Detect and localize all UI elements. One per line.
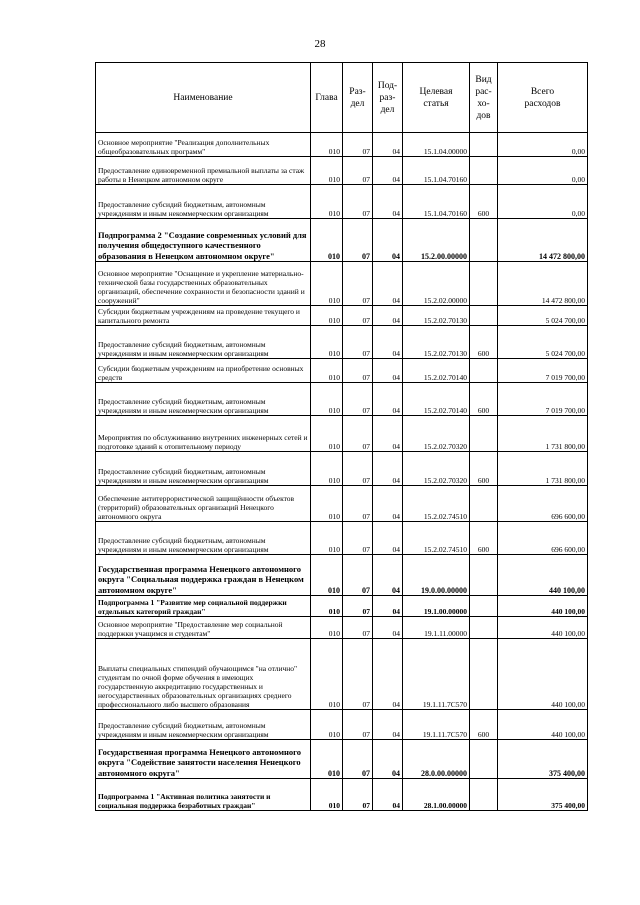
cell-article: 19.1.00.00000 [403,596,470,617]
cell-article: 15.2.02.74510 [403,486,470,522]
cell-podrazdel: 04 [373,219,403,262]
cell-total: 14 472 800,00 [498,262,588,306]
cell-total: 375 400,00 [498,740,588,779]
table-row [96,596,588,617]
cell-vid [470,740,498,779]
cell-vid [470,555,498,596]
header-name: Наименование [96,63,311,133]
cell-name: Предоставление субсидий бюджетным, автономным учреждениям и иным некоммерческим организациям [96,710,311,740]
cell-vid: 600 [470,452,498,486]
cell-name: Предоставление субсидий бюджетным, автономным учреждениям и иным некоммерческим организациям [96,326,311,359]
cell-glava: 010 [311,359,343,383]
cell-podrazdel: 04 [373,740,403,779]
cell-article: 15.1.04.70160 [403,185,470,219]
cell-total: 440 100,00 [498,555,588,596]
header-razdel: Раз- дел [343,63,373,133]
cell-name: Предоставление субсидий бюджетным, автономным учреждениям и иным некоммерческим организациям [96,522,311,555]
cell-total: 375 400,00 [498,779,588,811]
cell-podrazdel: 04 [373,596,403,617]
cell-vid [470,262,498,306]
cell-total: 1 731 800,00 [498,452,588,486]
cell-razdel: 07 [343,617,373,639]
cell-glava: 010 [311,596,343,617]
cell-name: Подпрограмма 2 "Создание современных условий для получения общедоступного качественного образования в Ненецком автономном округе" [96,219,311,262]
cell-razdel: 07 [343,133,373,157]
budget-table [95,62,588,811]
cell-vid [470,486,498,522]
table-row [96,710,588,740]
cell-article: 15.2.00.00000 [403,219,470,262]
table-row [96,452,588,486]
cell-razdel: 07 [343,639,373,710]
cell-razdel: 07 [343,185,373,219]
cell-vid [470,133,498,157]
table-body [96,133,588,811]
cell-total: 0,00 [498,157,588,185]
table-row [96,383,588,416]
page-number: 28 [314,38,326,50]
cell-podrazdel: 04 [373,359,403,383]
cell-total: 440 100,00 [498,617,588,639]
cell-glava: 010 [311,185,343,219]
cell-podrazdel: 04 [373,617,403,639]
cell-name: Предоставление субсидий бюджетным, автономным учреждениям и иным некоммерческим организациям [96,452,311,486]
cell-razdel: 07 [343,710,373,740]
table-row [96,740,588,779]
cell-article: 15.1.04.70160 [403,157,470,185]
cell-vid: 600 [470,185,498,219]
cell-name: Предоставление единовременной премиальной выплаты за стаж работы в Ненецком автономном округе [96,157,311,185]
cell-razdel: 07 [343,326,373,359]
table-header-row [96,63,588,133]
cell-vid [470,639,498,710]
cell-article: 19.1.11.7С570 [403,710,470,740]
cell-name: Государственная программа Ненецкого автономного округа "Содействие занятости населения Ненецкого автономного округа" [96,740,311,779]
cell-total: 696 600,00 [498,486,588,522]
cell-total: 5 024 700,00 [498,326,588,359]
cell-article: 28.1.00.00000 [403,779,470,811]
cell-article: 15.2.02.70320 [403,416,470,452]
cell-glava: 010 [311,486,343,522]
cell-glava: 010 [311,779,343,811]
cell-vid: 600 [470,522,498,555]
cell-name: Подпрограмма 1 "Развитие мер социальной поддержки отдельных категорий граждан" [96,596,311,617]
cell-podrazdel: 04 [373,522,403,555]
cell-podrazdel: 04 [373,555,403,596]
cell-razdel: 07 [343,452,373,486]
cell-article: 19.0.00.00000 [403,555,470,596]
cell-glava: 010 [311,740,343,779]
cell-glava: 010 [311,383,343,416]
cell-razdel: 07 [343,219,373,262]
table-row [96,555,588,596]
table-row [96,185,588,219]
cell-glava: 010 [311,219,343,262]
table-row [96,219,588,262]
cell-vid: 600 [470,326,498,359]
cell-glava: 010 [311,306,343,326]
cell-glava: 010 [311,522,343,555]
cell-podrazdel: 04 [373,133,403,157]
cell-glava: 010 [311,157,343,185]
cell-razdel: 07 [343,740,373,779]
cell-podrazdel: 04 [373,326,403,359]
header-article: Целевая статья [403,63,470,133]
table-row [96,617,588,639]
cell-razdel: 07 [343,416,373,452]
cell-article: 19.1.11.00000 [403,617,470,639]
cell-razdel: 07 [343,157,373,185]
cell-razdel: 07 [343,522,373,555]
cell-article: 15.1.04.00000 [403,133,470,157]
cell-vid: 600 [470,383,498,416]
cell-glava: 010 [311,262,343,306]
table-row [96,639,588,710]
cell-total: 696 600,00 [498,522,588,555]
cell-total: 14 472 800,00 [498,219,588,262]
cell-vid [470,219,498,262]
cell-name: Выплаты специальных стипендий обучающимся "на отлично" студентам по очной форме обучения в имеющих государственную аккредитацию государственных и негосударственных образовательных организациях среднего профессионального либо высшего образования [96,639,311,710]
cell-razdel: 07 [343,555,373,596]
cell-vid: 600 [470,710,498,740]
cell-glava: 010 [311,639,343,710]
table-row [96,486,588,522]
cell-podrazdel: 04 [373,383,403,416]
cell-podrazdel: 04 [373,779,403,811]
table-row [96,326,588,359]
cell-vid [470,596,498,617]
cell-glava: 010 [311,555,343,596]
cell-name: Предоставление субсидий бюджетным, автономным учреждениям и иным некоммерческим организациям [96,185,311,219]
cell-vid [470,306,498,326]
cell-razdel: 07 [343,262,373,306]
cell-name: Обеспечение антитеррористической защищённости объектов (территорий) образовательных организаций Ненецкого автономного округа [96,486,311,522]
cell-article: 15.2.02.70130 [403,326,470,359]
cell-total: 7 019 700,00 [498,359,588,383]
cell-total: 440 100,00 [498,639,588,710]
cell-total: 440 100,00 [498,710,588,740]
cell-podrazdel: 04 [373,639,403,710]
cell-name: Субсидии бюджетным учреждениям на проведение текущего и капитального ремонта [96,306,311,326]
cell-name: Основное мероприятие "Реализация дополнительных общеобразовательных программ" [96,133,311,157]
cell-name: Государственная программа Ненецкого автономного округа "Социальная поддержка граждан в Ненецком автономном округе" [96,555,311,596]
table-row [96,779,588,811]
header-total: Всего расходов [498,63,588,133]
cell-total: 7 019 700,00 [498,383,588,416]
cell-podrazdel: 04 [373,185,403,219]
cell-vid [470,157,498,185]
table-row [96,157,588,185]
cell-article: 15.2.02.00000 [403,262,470,306]
cell-razdel: 07 [343,596,373,617]
cell-name: Предоставление субсидий бюджетным, автономным учреждениям и иным некоммерческим организациям [96,383,311,416]
cell-razdel: 07 [343,383,373,416]
cell-vid [470,617,498,639]
cell-total: 0,00 [498,133,588,157]
cell-podrazdel: 04 [373,157,403,185]
cell-article: 15.2.02.70130 [403,306,470,326]
table-row [96,416,588,452]
cell-total: 1 731 800,00 [498,416,588,452]
cell-razdel: 07 [343,486,373,522]
cell-glava: 010 [311,416,343,452]
cell-podrazdel: 04 [373,452,403,486]
table-row [96,359,588,383]
cell-vid [470,359,498,383]
cell-total: 5 024 700,00 [498,306,588,326]
cell-glava: 010 [311,710,343,740]
cell-vid [470,779,498,811]
cell-total: 0,00 [498,185,588,219]
cell-podrazdel: 04 [373,262,403,306]
cell-podrazdel: 04 [373,710,403,740]
cell-podrazdel: 04 [373,486,403,522]
cell-podrazdel: 04 [373,416,403,452]
cell-total: 440 100,00 [498,596,588,617]
table-row [96,262,588,306]
table-row [96,306,588,326]
cell-name: Основное мероприятие "Оснащение и укрепление материально-технической базы государственных образовательных организаций, обеспечение сохранности и безопасности зданий и сооружений" [96,262,311,306]
table-row [96,522,588,555]
cell-glava: 010 [311,617,343,639]
cell-name: Мероприятия по обслуживанию внутренних инженерных сетей и подготовке зданий к отопительному периоду [96,416,311,452]
cell-name: Субсидии бюджетным учреждениям на приобретение основных средств [96,359,311,383]
cell-article: 15.2.02.70140 [403,359,470,383]
cell-name: Основное мероприятие "Предоставление мер социальной поддержки учащимся и студентам" [96,617,311,639]
cell-podrazdel: 04 [373,306,403,326]
cell-razdel: 07 [343,359,373,383]
table-row [96,133,588,157]
cell-vid [470,416,498,452]
cell-glava: 010 [311,133,343,157]
cell-glava: 010 [311,452,343,486]
cell-article: 15.2.02.70320 [403,452,470,486]
header-glava: Глава [311,63,343,133]
cell-razdel: 07 [343,306,373,326]
cell-glava: 010 [311,326,343,359]
cell-article: 28.0.00.00000 [403,740,470,779]
cell-article: 19.1.11.7С570 [403,639,470,710]
cell-article: 15.2.02.74510 [403,522,470,555]
cell-razdel: 07 [343,779,373,811]
header-vid: Вид рас- хо- дов [470,63,498,133]
header-podrazdel: Под- раз- дел [373,63,403,133]
cell-name: Подпрограмма 1 "Активная политика занятости и социальная поддержка безработных граждан" [96,779,311,811]
cell-article: 15.2.02.70140 [403,383,470,416]
